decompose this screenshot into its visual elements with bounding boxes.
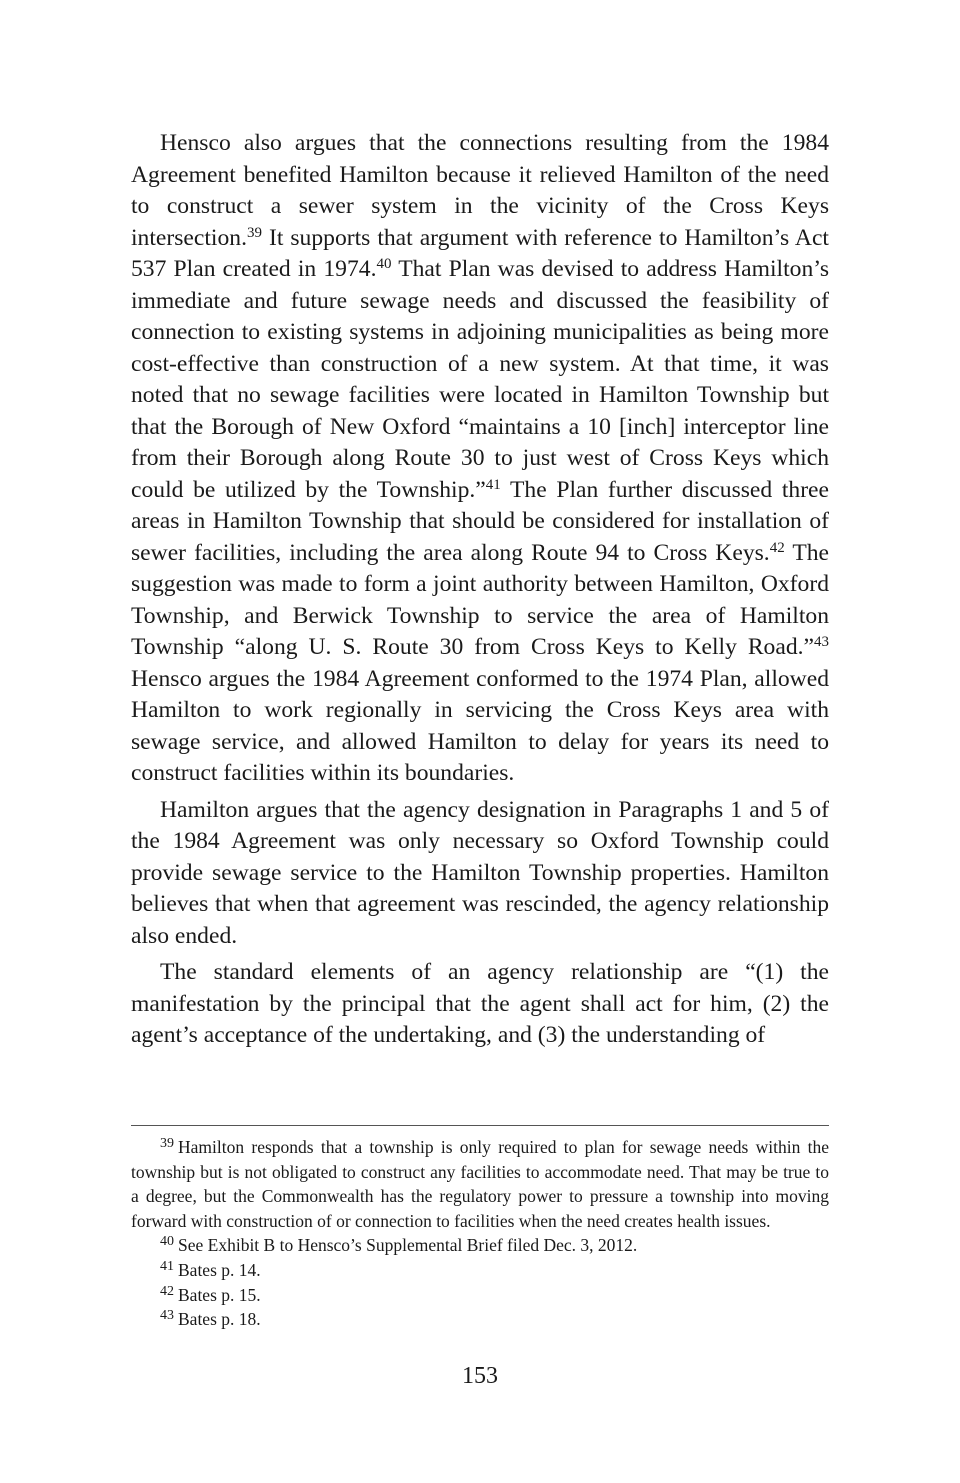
footnote-number: 41 — [160, 1258, 174, 1274]
paragraph-1-text-2: It supports that argument with reference to Hamilton’s Act 537 Plan created in 1974. — [131, 224, 829, 282]
footnote-ref-42: 42 — [769, 539, 785, 556]
paragraph-2: Hamilton argues that the agency designation in Paragraphs 1 and 5 of the 1984 Agreement was only necessary so Oxford Township could provide sewage service to the Hamilton Township properties. Hamilton believes that when that agreement was rescinded, the agency relationship also ended. — [131, 796, 829, 949]
footnote-39 — [131, 1135, 829, 1233]
body-text — [131, 128, 829, 1057]
footnote-42 — [131, 1283, 829, 1308]
paragraph-1-text-6: Hensco argues the 1984 Agreement conformed to the 1974 Plan, allowed Hamilton to work regionally in servicing the Cross Keys area with sewage service, and allowed Hamilton to delay for years its need to construct facilities within its boundaries. — [131, 665, 829, 786]
paragraph-1 — [131, 128, 829, 790]
footnote-number: 39 — [160, 1136, 174, 1151]
footnote-text: Hamilton responds that a township is only required to plan for sewage needs within the township but is not obligated to construct any facilities to accommodate need. That may be true to a degree, but the Commonwealth has the regulatory power to pressure a township into moving forward with construction of or connection to facilities when the need creates health issues. — [131, 1137, 829, 1231]
footnote-number: 42 — [160, 1283, 174, 1299]
paragraph-1-text-1: Hensco also argues that the connections resulting from the 1984 Agreement benefited Hamilton because it relieved Hamilton of the need to construct a sewer system in the vicinity of the Cross Keys intersection. — [131, 130, 829, 251]
footnotes — [131, 1135, 829, 1332]
footnote-ref-41: 41 — [485, 476, 501, 493]
footnote-ref-39: 39 — [246, 224, 262, 241]
paragraph-3: The standard elements of an agency relationship are “(1) the manifestation by the principal that the agent shall act for him, (2) the agent’s acceptance of the undertaking, and (3) the understanding of — [131, 959, 829, 1048]
footnote-text: See Exhibit B to Hensco’s Supplemental Brief filed Dec. 3, 2012. — [178, 1235, 638, 1256]
page-number: 153 — [462, 1363, 498, 1389]
footnote-text: Bates p. 18. — [178, 1309, 261, 1330]
footnote-41 — [131, 1258, 829, 1283]
footnote-text: Bates p. 14. — [178, 1259, 261, 1280]
footnote-divider — [131, 1125, 829, 1126]
footnote-ref-43: 43 — [814, 634, 829, 650]
paragraph-1-text-4: The Plan further discussed three areas in Hamilton Township that should be considered for installation of sewer facilities, including the area along Route 94 to Cross Keys. — [131, 476, 829, 566]
footnote-text: Bates p. 15. — [178, 1284, 261, 1305]
footnote-40 — [131, 1233, 829, 1258]
footnote-ref-40: 40 — [376, 256, 392, 272]
footnote-43 — [131, 1307, 829, 1332]
paragraph-1-text-5: The suggestion was made to form a joint authority between Hamilton, Oxford Township, and Berwick Township to service the area of Hamilton Township “along U. S. Route 30 from Cross Keys to Kelly Road.” — [131, 539, 830, 660]
footnote-number: 43 — [160, 1308, 174, 1324]
paragraph-1-text-3: That Plan was devised to address Hamilton’s immediate and future sewage needs and discussed the feasibility of connection to existing systems in adjoining municipalities as being more cost-effective than construction of a new system. At that time, it was noted that no sewage facilities were located in Hamilton Township but that the Borough of New Oxford “maintains a 10 [inch] interceptor line from their Borough along Route 30 to just west of Cross Keys which could be utilized by the Township.” — [131, 256, 829, 503]
footnote-number: 40 — [160, 1234, 174, 1250]
